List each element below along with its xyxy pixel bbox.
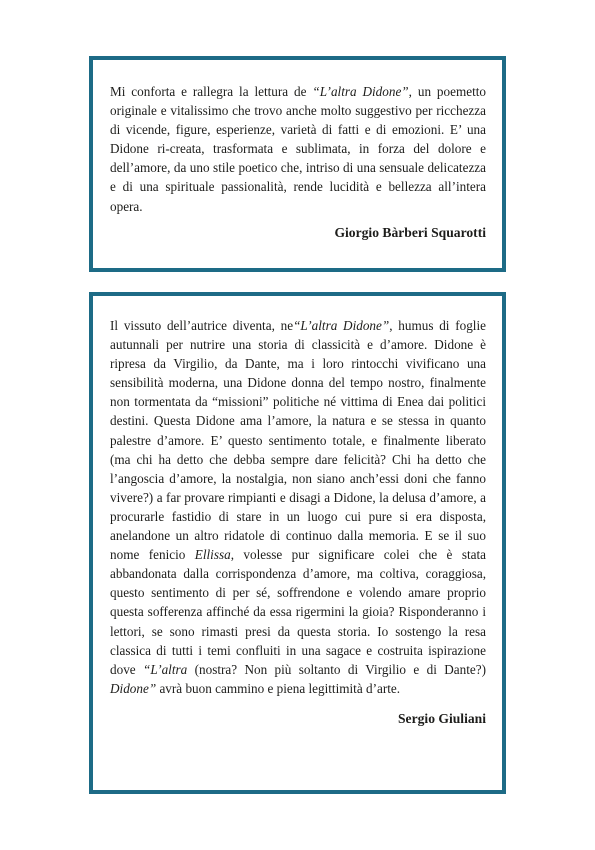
book-title: “L’altra	[143, 661, 188, 677]
author-name: Giorgio Bàrberi Squarotti	[334, 224, 486, 240]
quote-box-giuliani	[89, 292, 506, 794]
quote-segment: Mi conforta e rallegra la lettura de	[110, 84, 313, 99]
italic-name: Ellissa	[194, 547, 231, 563]
quote-text	[110, 82, 486, 216]
book-title: “L’altra Didone”	[293, 318, 390, 333]
book-title: Didone”	[110, 680, 157, 696]
quote-segment: avrà buon cammino e piena legittimità d’arte.	[156, 680, 401, 696]
quote-segment: (nostra? Non più soltanto di Virgilio e di Dante?)	[187, 661, 486, 677]
quote-segment: Il vissuto dell’autrice diventa, ne	[110, 318, 294, 333]
quote-box-squarotti	[89, 56, 506, 272]
quote-segment: , un poemetto originale e vitalissimo che trovo anche molto suggestivo per ricchezza di vicende, figure, esperienze, varietà di fatti e di emozioni. E’ una Didone ri-creata, trasformata e sublimata, in forza del dolore e dell’amore, da uno stile poetico che, intriso di una sensuale delicatezza e di una spirituale passionalità, rende lucidità e bellezza all’intera opera.	[110, 84, 487, 214]
quote-text	[110, 316, 486, 698]
quote-segment: , humus di foglie autunnali per nutrire una storia di classicità e d’amore. Didone è ripresa da Virgilio, da Dante, ma i loro rintocchi vivificano una sensibilità moderna, una Didone donna del tempo nostro, finalmente non tormentata da “missioni” politiche né vittima di Enea dai politici destini. Questa Didone ama l’amore, la natura e se stessa in quanto palestre d’amore. E’ questo sentimento totale, e finalmente liberato (ma chi ha detto che debba sempre dare felicità? Chi ha detto che l’angoscia d’amore, la nostalgia, non siano anch’essi doni che fanno vivere?) a far provare rimpianti e disagi a Didone, la delusa d’amore, a procurarle fastidio di stare in un luogo cui pure si era disposta, anelandone un altro ridatole di continuo dalla memoria. E se il suo nome fenicio	[110, 318, 486, 563]
book-title: “L’altra Didone”	[312, 84, 409, 99]
quote-segment: , volesse pur significare colei che è stata abbandonata dalla corrispondenza d’amore, ma coltiva, coraggiosa, questo sentimento di per sé, soffrendone e volendo amare proprio questa sofferenza affinché da essa rigermini la gioia? Risponderanno i lettori, se sono rimasti presi da questa storia. Io sostengo la resa classica di tutti i temi confluiti in una sagace e costruita ispirazione dove	[110, 547, 486, 677]
author-name: Sergio Giuliani	[398, 710, 486, 726]
